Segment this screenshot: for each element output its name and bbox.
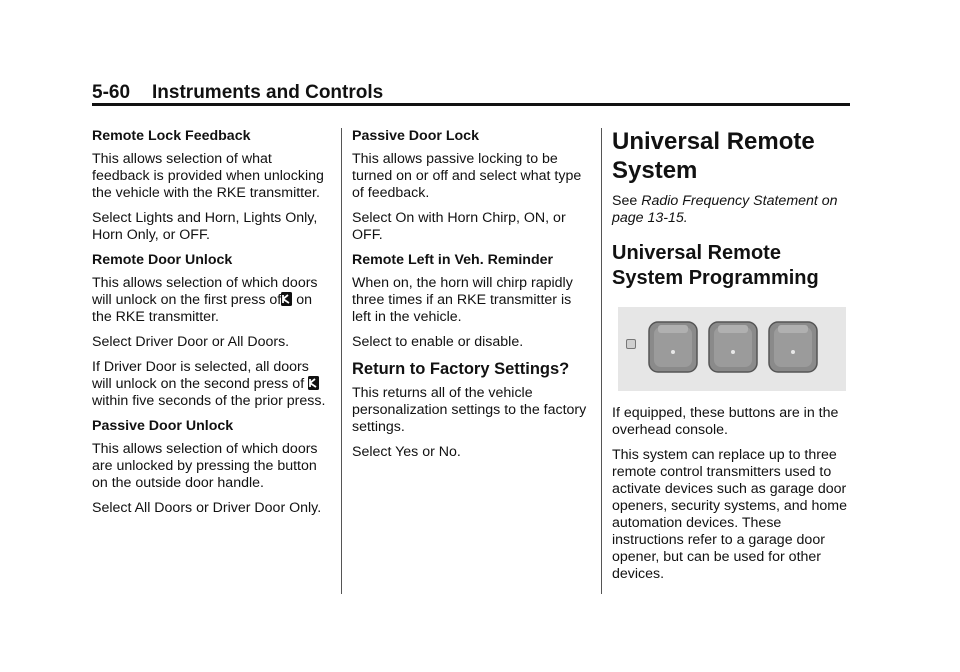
column-divider-2 bbox=[601, 128, 602, 594]
return-factory-desc: This returns all of the vehicle personalization settings to the factory settings. bbox=[352, 385, 587, 435]
remote-door-unlock-desc-a: This allows selection of which doors will unlock on the first press of bbox=[92, 275, 318, 308]
remote-door-unlock-heading: Remote Door Unlock bbox=[92, 252, 233, 268]
console-location-desc: If equipped, these buttons are in the overhead console. bbox=[612, 405, 839, 438]
remote-left-reminder-options: Select to enable or disable. bbox=[352, 334, 524, 350]
passive-door-lock-heading: Passive Door Lock bbox=[352, 128, 479, 144]
page-header bbox=[92, 82, 850, 104]
section-title: Instruments and Controls bbox=[152, 82, 384, 103]
remote-door-unlock-driver-note-a: If Driver Door is selected, all doors will unlock on the second press of bbox=[92, 359, 309, 392]
remote-lock-feedback-desc: This allows selection of what feedback is provided when unlocking the vehicle with the RKE transmitter. bbox=[92, 151, 324, 201]
column-1 bbox=[92, 128, 332, 525]
passive-door-unlock-desc: This allows selection of which doors are unlocked by pressing the button on the outside door handle. bbox=[92, 441, 318, 491]
passive-door-unlock-heading: Passive Door Unlock bbox=[92, 418, 234, 434]
passive-door-unlock-options: Select All Doors or Driver Door Only. bbox=[92, 500, 322, 516]
return-factory-heading: Return to Factory Settings? bbox=[352, 360, 570, 378]
remote-button-3 bbox=[768, 321, 818, 373]
see-prefix: See bbox=[612, 193, 638, 209]
programming-heading: Universal Remote System Programming bbox=[612, 242, 819, 289]
remote-door-unlock-desc-b: on the RKE transmitter. bbox=[92, 292, 312, 325]
see-reference-link[interactable]: Radio Frequency Statement on page 13-15 bbox=[612, 193, 838, 226]
unlock-key-icon bbox=[281, 292, 292, 306]
indicator-light bbox=[626, 339, 636, 349]
return-factory-options: Select Yes or No. bbox=[352, 444, 461, 460]
universal-remote-heading: Universal Remote System bbox=[612, 128, 815, 184]
passive-door-lock-options: Select On with Horn Chirp, ON, or OFF. bbox=[352, 210, 566, 243]
unlock-key-icon bbox=[308, 376, 319, 390]
remote-door-unlock-driver-note bbox=[92, 359, 332, 410]
see-suffix: . bbox=[683, 210, 688, 226]
page-number: 5-60 bbox=[92, 82, 131, 103]
column-2 bbox=[352, 128, 588, 469]
passive-door-lock-desc: This allows passive locking to be turned on or off and select what type of feedback. bbox=[352, 151, 582, 201]
remote-door-unlock-options: Select Driver Door or All Doors. bbox=[92, 334, 290, 350]
header-rule bbox=[92, 103, 850, 106]
remote-lock-feedback-heading: Remote Lock Feedback bbox=[92, 128, 251, 144]
column-3 bbox=[612, 128, 852, 591]
remote-left-reminder-heading: Remote Left in Veh. Reminder bbox=[352, 252, 554, 268]
remote-button-1 bbox=[648, 321, 698, 373]
remote-door-unlock-driver-note-b: within five seconds of the prior press. bbox=[92, 393, 326, 409]
remote-left-reminder-desc: When on, the horn will chirp rapidly three times if an RKE transmitter is left in the vehicle. bbox=[352, 275, 573, 325]
remote-button-2 bbox=[708, 321, 758, 373]
remote-lock-feedback-options: Select Lights and Horn, Lights Only, Horn Only, or OFF. bbox=[92, 210, 318, 243]
see-reference bbox=[612, 193, 852, 227]
column-divider-1 bbox=[341, 128, 342, 594]
system-desc: This system can replace up to three remote control transmitters used to activate devices such as garage door openers, security systems, and home automation devices. These instructions refer to a garage door opener, but can be used for other devices. bbox=[612, 447, 847, 582]
overhead-console-figure bbox=[618, 307, 846, 391]
remote-door-unlock-desc bbox=[92, 275, 332, 326]
